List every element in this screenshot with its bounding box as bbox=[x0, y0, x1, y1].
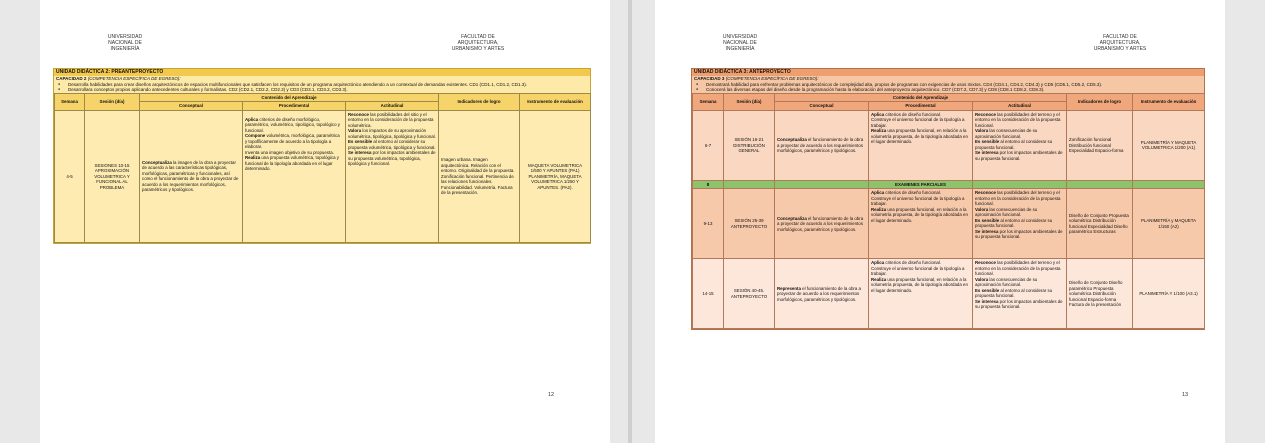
cell-instrumento: PLANIMETRÍA Y MAQUETA VOLUMETRICA 1/200 (A1) bbox=[1133, 110, 1205, 180]
col-procedimental: Procedimental bbox=[869, 102, 973, 111]
col-sesion: Sesión (día) bbox=[724, 93, 775, 110]
cell-indicadores: Imagen urbana. Imagen arquitectónica. Relación con el entorno. Originalidad de la propuesta. Zonificación funcional. Pertinencia de las relaciones funcionales. Funcionabilidad. Volumetría. Factura de la presentación. bbox=[439, 110, 520, 242]
cell-semana: 6-7 bbox=[693, 110, 724, 180]
learning-table bbox=[692, 93, 1205, 330]
col-procedimental: Procedimental bbox=[243, 102, 346, 111]
col-semana: Semana bbox=[55, 93, 85, 110]
cell-sesion: SESIONES 10-15 APROXIMACIÓN VOLUMETRICA Y FUNCIONAL AL PROBLEMA bbox=[85, 110, 140, 242]
table-row bbox=[693, 110, 1205, 180]
cell-actitudinal: Reconoce las posibilidades del terreno y el entorno en la consideración de la propuesta funcional. Valora las consecuencias de su aproximación funcional. Es sensible al entorno al considerar su propuesta funcional. Se interesa por los impactos ambientales de su propuesta funcional. bbox=[973, 110, 1067, 180]
cell-actitudinal: Reconoce las posibilidades del terreno y el entorno en la consideración de la propuesta funcional. Valora las consecuencias de su aproximación funcional. Es sensible al entorno al considerar su propuesta funcional. Se interesa por los impactos ambientales de su propuesta funcional. bbox=[973, 189, 1067, 259]
cell-actitudinal: Reconoce las posibilidades del terreno y el entorno en la consideración de la propuesta funcional. Valora las consecuencias de su aproximación funcional. Es sensible al entorno al considerar su propuesta funcional. Se interesa por los impactos ambientales de su propuesta funcional. bbox=[973, 259, 1067, 329]
unit-block bbox=[53, 68, 591, 244]
cell-semana: 8 bbox=[693, 180, 724, 189]
cell-indicadores: Diseño de Conjunto Diseño paramétrico Propuesta volumétrica Distribución funcional Espacio-forma Factura de la presentación bbox=[1067, 259, 1133, 329]
cell-conceptual: Conceptualiza el funcionamiento de la obra a proyectar de acuerdo a los requerimientos morfológicos, paramétricos y tipológicos. bbox=[775, 189, 869, 259]
table-row bbox=[693, 259, 1205, 329]
university-header: UNIVERSIDAD NACIONAL DE INGENIERÍA bbox=[107, 34, 143, 52]
exam-label: EXAMENES PARCIALES bbox=[869, 180, 973, 189]
capacity-line: CAPACIDAD 2 (COMPETENCIA ESPECÍFICA DE EGRESO): bbox=[56, 76, 181, 81]
capacity-bullet: ● Desarrolla habilidades para crear diseños arquitectónicos de espacios multifuncionales que satisfacen los requisitos de un programa arquitectónico atendiendo a un contextual de demandas existentes. CD1 (CD1.1, CD1.2, CD1.3). bbox=[54, 82, 590, 88]
cell-semana: 4-5 bbox=[55, 110, 85, 242]
col-conceptual: Conceptual bbox=[775, 102, 869, 111]
cell-sesion: SESIÓN 25-39 ANTEPROYECTO bbox=[724, 189, 775, 259]
university-header: UNIVERSIDAD NACIONAL DE INGENIERÍA bbox=[722, 34, 758, 52]
cell-conceptual: Representa el funcionamiento de la obra a proyectar de acuerdo a los requerimientos morfológicos, paramétricos y tipológicos. bbox=[775, 259, 869, 329]
col-actitudinal: Actitudinal bbox=[973, 102, 1067, 111]
exam-row bbox=[693, 180, 1205, 189]
cell-sesion: SESIÓN 16-21 DISTRIBUCIÓN GENERAL bbox=[724, 110, 775, 180]
col-semana: Semana bbox=[693, 93, 724, 110]
learning-table bbox=[54, 93, 591, 243]
capacity-bullet: ● Conocerá las diversas etapas del diseño desde la programación hasta la elaboración del anteproyecto arquitectónico. CD7 (CD7.2, CD7.3) y CD8 (CD8.1 CD8.2, CD8.3). bbox=[692, 87, 1204, 93]
page-13 bbox=[655, 0, 1225, 443]
table-row bbox=[693, 189, 1205, 259]
cell-procedimental: Aplica criterios de diseño morfológico, paramétrico, volumétrico, tipológico, topológico y funcional. Compone volumétrica, morfológica, paramétrica y topofílicamente de acuerdo a la tipología a elaborar. Inventa una imagen objetivo de su propuesta. Realiza una propuesta volumétrica, topológica y funcional de la tipología abordada en el lugar determinado. bbox=[243, 110, 346, 242]
page-number: 12 bbox=[548, 392, 555, 398]
cell-semana: 14-15 bbox=[693, 259, 724, 329]
capacity-line: CAPACIDAD 3 (COMPETENCIA ESPECÍFICA DE EGRESO): bbox=[694, 76, 819, 81]
faculty-header: FACULTAD DE ARQUITECTURA, URBANISMO Y ARTES bbox=[451, 34, 505, 52]
cell-semana: 9-13 bbox=[693, 189, 724, 259]
col-indicadores: Indicadores de logro bbox=[1067, 93, 1133, 110]
unit-block bbox=[691, 68, 1205, 330]
cell-procedimental: Aplica criterios de diseño funcional. Construye el universo funcional de la tipología a trabajar. Realiza una propuesta funcional, en relación a la volumetría propuesta, de la tipología abordada en el lugar determinado. bbox=[869, 259, 973, 329]
cell-instrumento: PLANIMETRÍA y MAQUETA 1/150 (A2) bbox=[1133, 189, 1205, 259]
page-gutter bbox=[628, 0, 632, 443]
col-actitudinal: Actitudinal bbox=[346, 102, 439, 111]
cell-instrumento: MAQUETA VOLUMETRICA 1/500 Y APUNTES (PA1) PLANIMETRÍA, MAQUETA VOLUMETRICA 1/250 Y APUNTES. (PA2). bbox=[520, 110, 591, 242]
cell-sesion: SESIÓN 40-45. ANTEPROYECTO bbox=[724, 259, 775, 329]
capacity-bullet: ● Demostrará habilidad para enfrentar problemas arquitectónicos de complejidad alta, propios de programas con exigencias de usos mixtos. CD4 (CD4.1, CD4.2, CD4.3) y CD5 (CD5.1, CD5.2, CD5.3). bbox=[692, 82, 1204, 88]
unit-title: UNIDAD DIDÁCTICA 3: ANTEPROYECTO bbox=[692, 69, 1204, 76]
col-contenido: Contenido del Aprendizaje bbox=[775, 93, 1067, 102]
col-conceptual: Conceptual bbox=[140, 102, 243, 111]
cell-procedimental: Aplica criterios de diseño funcional. Construye el universo funcional de la tipología a trabajar. Realiza una propuesta funcional, en relación a la volumetría propuesta, de la tipología abordada en el lugar determinado. bbox=[869, 110, 973, 180]
col-instrumento: Instrumento de evaluación bbox=[1133, 93, 1205, 110]
capacity-bullet: ● Desarrollara conceptos propios aplicando antecedentes culturales y formalistas. CD2 (CD2.1, CD2.2, CD2.3) y CD3 (CD3.1, CD3.2, CD3.3). bbox=[54, 87, 590, 93]
cell-indicadores: Zonificación funcional Distribución funcional Especialidad Espacio-forma bbox=[1067, 110, 1133, 180]
cell-indicadores: Diseño de Conjunto Propuesta volumétrica Distribución funcional Especialidad Diseño paramétrico Estructuras bbox=[1067, 189, 1133, 259]
page-number: 13 bbox=[1182, 392, 1189, 398]
cell-instrumento: PLANIMETRÍA Y 1/100 (A3.1) bbox=[1133, 259, 1205, 329]
page-12 bbox=[40, 0, 610, 443]
cell-procedimental: Aplica criterios de diseño funcional. Construye el universo funcional de la tipología a trabajar. Realiza una propuesta funcional, en relación a la volumetría propuesta, de la tipología abordada en el lugar determinado. bbox=[869, 189, 973, 259]
unit-title: UNIDAD DIDÁCTICA 2: PREANTEPROYECTO bbox=[54, 69, 590, 76]
col-indicadores: Indicadores de logro bbox=[439, 93, 520, 110]
col-contenido: Contenido del Aprendizaje bbox=[140, 93, 439, 102]
cell-conceptual: Conceptualiza la imagen de la obra a proyectar de acuerdo a las características tipológicas, morfológicas, paramétricas y funcionales, así como el funcionamiento de la obra a proyectar de acuerdo a los requerimientos morfológicos, paramétricos y tipológicos. bbox=[140, 110, 243, 242]
table-row bbox=[55, 110, 591, 242]
faculty-header: FACULTAD DE ARQUITECTURA, URBANISMO Y ARTES bbox=[1093, 34, 1147, 52]
cell-actitudinal: Reconoce las posibilidades del sitio y el entorno en la consideración de la propuesta volumétrica. Valora los impactos de su aproximación volumétrica, tipológica, tipológica y funcional. Es sensible al entorno al considerar su propuesta volumétrica, tipológica y funcional. Se interesa por los impactos ambientales de su propuesta volumétrica, topológica, tipológica y funcional. bbox=[346, 110, 439, 242]
col-instrumento: Instrumento de evaluación bbox=[520, 93, 591, 110]
col-sesion: Sesión (día) bbox=[85, 93, 140, 110]
cell-conceptual: Conceptualiza el funcionamiento de la obra a proyectar de acuerdo a los requerimientos morfológicos, paramétricos y tipológicos. bbox=[775, 110, 869, 180]
